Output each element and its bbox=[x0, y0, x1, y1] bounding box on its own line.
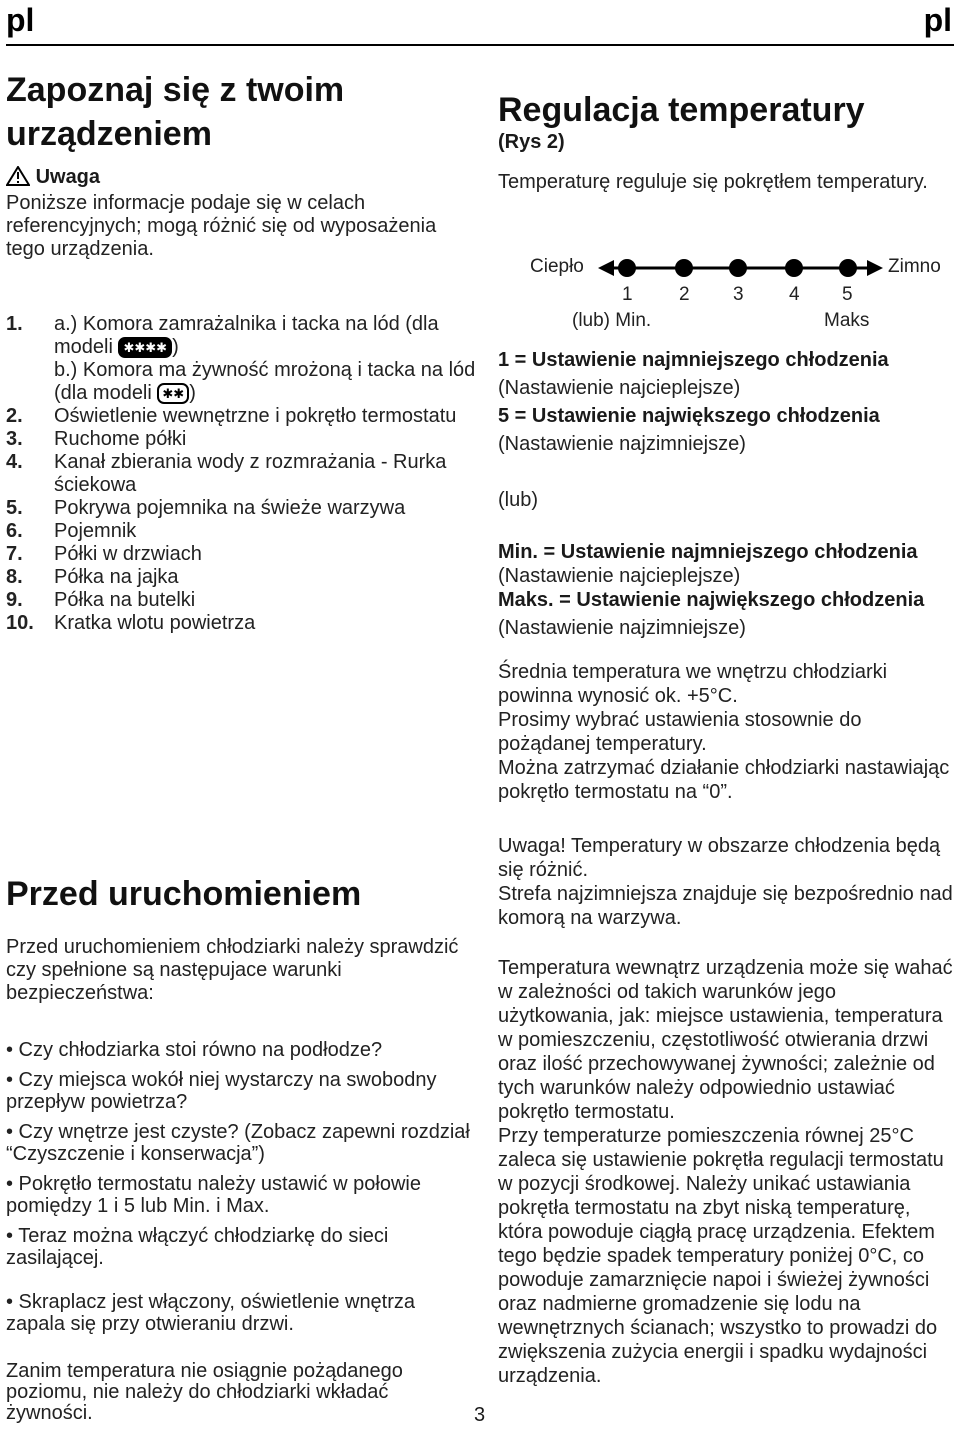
setting-1-text: 1 = Ustawienie najmniejszego chłodzenia bbox=[498, 349, 889, 371]
max-label: Maks bbox=[824, 310, 870, 331]
item-text: a.) Komora zamrażalnika i tacka na lód (dla modeli bbox=[54, 313, 439, 358]
warning-text: Poniższe informacje podaje się w celach referencyjnych; mogą różnić się od wyposażenia tego urządzenia. bbox=[6, 192, 437, 260]
item-text: Półka na butelki bbox=[54, 589, 196, 611]
item-text: Pokrywa pojemnika na świeże warzywa bbox=[54, 497, 406, 519]
warning-triangle-icon bbox=[6, 166, 30, 192]
item-text-end: ) bbox=[172, 336, 179, 358]
scale-number: 5 bbox=[842, 284, 853, 305]
before-start-intro: Przed uruchomieniem chłodziarki należy sprawdzić czy spełnione są następujace warunki bezpieczeństwa: bbox=[6, 936, 459, 1004]
right-column bbox=[498, 90, 956, 194]
thermostat-scale bbox=[498, 250, 956, 340]
list-item bbox=[6, 313, 476, 405]
setting-max-text: Maks. = Ustawienie największego chłodzenia bbox=[498, 589, 925, 611]
item-text: Oświetlenie wewnętrzne i pokrętło termostatu bbox=[54, 405, 457, 427]
item-text: Kanał zbierania wody z rozmrażania - Rurka ściekowa bbox=[54, 451, 447, 496]
safety-checklist bbox=[6, 1039, 476, 1335]
setting-1-note: (Nastawienie najcieplejsze) bbox=[498, 377, 741, 399]
cold-label: Zimno bbox=[888, 256, 941, 277]
freezer-four-star-icon: ✱✱✱✱ bbox=[118, 337, 172, 358]
warning-block bbox=[6, 166, 476, 261]
temperature-intro: Temperaturę reguluje się pokrętłem temperatury. bbox=[498, 171, 928, 193]
left-section-title: Zapoznaj się z twoim urządzeniem bbox=[6, 71, 345, 153]
list-item: • Pokrętło termostatu należy ustawić w połowie pomiędzy 1 i 5 lub Min. i Max. bbox=[6, 1173, 421, 1217]
before-start-section bbox=[6, 872, 476, 1424]
paragraph: Strefa najzimniejsza znajduje się bezpośrednio nad komorą na warzywa. bbox=[498, 883, 953, 929]
setting-min-text: Min. = Ustawienie najmniejszego chłodzenia bbox=[498, 541, 918, 563]
closing-note: Zanim temperatura nie osiągnie pożądanego poziomu, nie należy do chłodziarki wkładać żywności. bbox=[6, 1360, 403, 1424]
setting-5-text: 5 = Ustawienie największego chłodzenia bbox=[498, 405, 880, 427]
item-number: 2. bbox=[6, 405, 23, 427]
item-number: 1. bbox=[6, 313, 23, 335]
setting-min-note: (Nastawienie najcieplejsze) bbox=[498, 565, 741, 587]
list-item: • Czy wnętrze jest czyste? (Zobacz zapewni rozdział “Czyszczenie i konserwacja”) bbox=[6, 1121, 470, 1165]
list-item bbox=[6, 520, 476, 543]
paragraph: Można zatrzymać działanie chłodziarki nastawiając pokrętło termostatu na “0”. bbox=[498, 757, 950, 803]
item-number: 7. bbox=[6, 543, 23, 565]
item-number: 6. bbox=[6, 520, 23, 542]
scale-number: 4 bbox=[789, 284, 800, 305]
paragraph: Uwaga! Temperatury w obszarze chłodzenia będą się różnić. bbox=[498, 835, 941, 881]
scale-number: 3 bbox=[733, 284, 744, 305]
setting-max-note: (Nastawienie najzimniejsze) bbox=[498, 617, 746, 639]
list-item bbox=[6, 543, 476, 566]
list-item: • Teraz można włączyć chłodziarkę do sieci zasilającej. bbox=[6, 1225, 389, 1269]
item-number: 9. bbox=[6, 589, 23, 611]
parts-list bbox=[6, 313, 476, 635]
min-label: (lub) Min. bbox=[572, 310, 652, 331]
item-text: Ruchome półki bbox=[54, 428, 187, 450]
list-item bbox=[6, 566, 476, 589]
list-item: • Czy miejsca wokół niej wystarczy na swobodny przepływ powietrza? bbox=[6, 1069, 437, 1113]
list-item: • Czy chłodziarka stoi równo na podłodze? bbox=[6, 1039, 383, 1061]
scale-number: 2 bbox=[679, 284, 690, 305]
item-text: Pojemnik bbox=[54, 520, 137, 542]
item-number: 3. bbox=[6, 428, 23, 450]
list-item bbox=[6, 451, 476, 497]
paragraph: Temperatura wewnątrz urządzenia może się wahać w zależności od takich warunków jego użytkowania, jak: miejsce ustawienia, temperatura w pomieszczeniu, częstotliwość otwierania drzwi oraz ilość przechowywanej żywności; zależnie od tych warunków należy odpowiednio ustawiać pokrętło termostatu. bbox=[498, 957, 953, 1123]
item-text: Półki w drzwiach bbox=[54, 543, 202, 565]
item-number: 10. bbox=[6, 612, 34, 634]
language-code-right: pl bbox=[923, 2, 952, 38]
paragraph: Prosimy wybrać ustawienia stosownie do pożądanej temperatury. bbox=[498, 709, 862, 755]
paragraph: Przy temperaturze pomieszczenia równej 25°C zaleca się ustawienie pokrętła regulacji termostatu w pozycji środkowej. Należy unikać ustawiania pokrętła termostatu na zbyt niską temperaturę, która powoduje ciągłą pracę urządzenia. Efektem tego będzie spadek temperatury poniżej 0°C, co powoduje zamarznięcie napoi i świeżej żywności oraz nadmierne gromadzenie się lodu na wewnętrznych ścianach; wszystko to prowadzi do zwiększenia zużycia energii i spadku wydajności urządzenia. bbox=[498, 1125, 944, 1387]
paragraph: Średnia temperatura we wnętrzu chłodziarki powinna wynosić ok. +5°C. bbox=[498, 661, 888, 707]
list-item bbox=[6, 428, 476, 451]
item-number: 4. bbox=[6, 451, 23, 473]
item-text: Półka na jajka bbox=[54, 566, 179, 588]
item-text-b-end: ) bbox=[189, 382, 196, 404]
header-rule bbox=[6, 44, 954, 46]
settings-explanation bbox=[498, 346, 956, 1388]
list-item: • Skraplacz jest włączony, oświetlenie wnętrza zapala się przy otwieraniu drzwi. bbox=[6, 1291, 416, 1335]
setting-5-note: (Nastawienie najzimniejsze) bbox=[498, 433, 746, 455]
figure-reference: (Rys 2) bbox=[498, 131, 565, 153]
list-item bbox=[6, 589, 476, 612]
list-item bbox=[6, 405, 476, 428]
item-number: 5. bbox=[6, 497, 23, 519]
warm-label: Ciepło bbox=[530, 256, 584, 277]
item-text: Kratka wlotu powietrza bbox=[54, 612, 256, 634]
warning-heading bbox=[6, 166, 476, 192]
freezer-two-star-icon: ✱✱ bbox=[157, 383, 189, 404]
before-start-title: Przed uruchomieniem bbox=[6, 875, 362, 913]
list-item bbox=[6, 497, 476, 520]
item-number: 8. bbox=[6, 566, 23, 588]
scale-line-icon bbox=[598, 256, 883, 280]
left-column bbox=[6, 68, 476, 635]
scale-number: 1 bbox=[622, 284, 633, 305]
warning-title: Uwaga bbox=[35, 166, 101, 188]
list-item bbox=[6, 612, 476, 635]
right-section-title: Regulacja temperatury bbox=[498, 91, 865, 129]
language-code-left: pl bbox=[6, 2, 35, 38]
item-text-b: b.) Komora ma żywność mrożoną i tacka na lód (dla modeli bbox=[54, 359, 476, 404]
or-label: (lub) bbox=[498, 489, 539, 511]
page-number: 3 bbox=[474, 1404, 486, 1426]
